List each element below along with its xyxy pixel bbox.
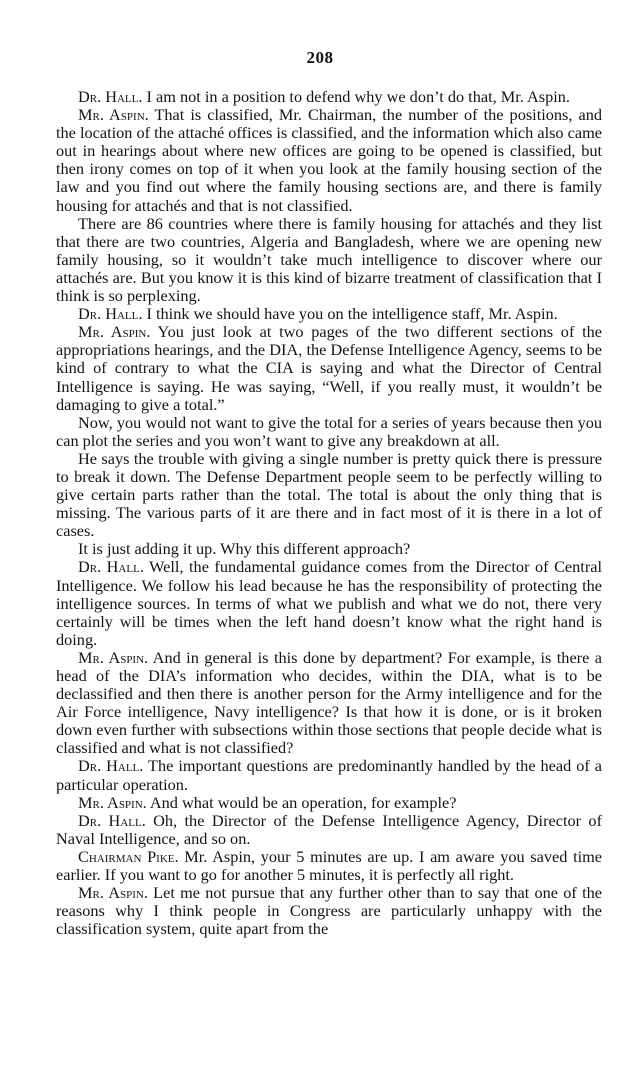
speaker-name: Dr. Hall. [78,557,144,577]
paragraph [56,812,602,848]
speaker-name: Chairman Pike. [78,846,179,866]
paragraph-text: Now, you would not want to give the total for a series of years because then you can plot the series and you won’t want to give any breakdown at all. [56,412,602,450]
paragraph-text: Well, the fundamental guidance comes from the Director of Central Intelligence. We follow his lead because he has the responsibility of protecting the intelligence sources. In terms of what we publish and what we do not, there very certainly will be times when the left hand doesn’t know what the right hand is doing. [56,557,602,649]
paragraph-text: I think we should have you on the intelligence staff, Mr. Aspin. [142,304,558,324]
speaker-name: Mr. Aspin. [78,322,151,342]
speaker-name: Dr. Hall. [78,304,143,324]
transcript-body [56,88,602,938]
speaker-name: Mr. Aspin. [78,105,149,125]
paragraph-text: Oh, the Director of the Defense Intelligence Agency, Director of Naval Intelligence, and so on. [56,810,602,848]
paragraph-text: Let me not pursue that any further other than to say that one of the reasons why I think people in Congress are particularly unhappy with the classification system, quite apart from the [56,883,602,939]
paragraph [56,757,602,793]
paragraph-text: Mr. Aspin, your 5 minutes are up. I am aware you saved time earlier. If you want to go for another 5 minutes, it is perfectly all right. [56,846,603,885]
page-number: 208 [306,48,334,67]
paragraph [56,848,602,884]
paragraph [56,558,602,648]
paragraph [56,414,602,450]
paragraph-text: That is classified, Mr. Chairman, the number of the positions, and the location of the attaché offices is classified, and the information which also came out in hearings about where new offices are going to be opened is classified, but then irony comes on top of it when you look at the family housing section of the law and you find out where the family housing sections are, and there is family housing for attachés and that is not classified. [56,105,602,215]
paragraph-text: I am not in a position to defend why we don’t do that, Mr. Aspin. [142,87,570,106]
paragraph [56,450,602,540]
paragraph-text: And in general is this done by department? For example, is there a head of the DIA’s information who decides, within the DIA, what is to be declassified and then there is another person for the Army intelligence and for the Air Force intelligence, Navy intelligence? Is that how it is done, or is it broken down even further with subsections within those sections that people decide what is classified and what is not classified? [56,647,603,758]
paragraph-text: There are 86 countries where there is family housing for attachés and they list that there are two countries, Algeria and Bangladesh, where we are opening new family housing, so it wouldn’t take much intelligence to discover where our attachés are. But you know it is this kind of bizarre treatment of classification that I think is so perplexing. [56,213,602,306]
paragraph [56,649,602,758]
paragraph [56,794,602,812]
speaker-name: Mr. Aspin. [78,883,148,903]
speaker-name: Mr. Aspin. [78,647,149,667]
speaker-name: Mr. Aspin. [78,792,147,812]
paragraph-text: The important questions are predominantly handled by the head of a particular operation. [56,756,602,794]
paragraph [56,323,602,413]
paragraph [56,88,602,106]
paragraph-text: You just look at two pages of the two different sections of the appropriations hearings, and the DIA, the Defense Intelligence Agency, seems to be kind of contrary to what the CIA is saying and what the Director of Central Intelligence is saying. He was saying, “Well, if you really must, it wouldn’t be damaging to give a total.” [56,322,602,414]
paragraph [56,305,602,323]
paragraph-text: And what would be an operation, for example? [146,792,457,812]
paragraph-text: It is just adding it up. Why this different approach? [78,539,411,559]
speaker-name: Dr. Hall. [78,87,143,106]
speaker-name: Dr. Hall. [78,756,144,776]
paragraph [56,884,602,938]
paragraph [56,540,602,558]
paragraph [56,106,602,215]
paragraph [56,215,602,305]
speaker-name: Dr. Hall. [78,810,146,830]
paragraph-text: He says the trouble with giving a single number is pretty quick there is pressure to break it down. The Defense Department people seem to be perfectly willing to give certain parts rather than the total. The total is about the only thing that is missing. The various parts of it are there and in fact most of it is there in a lot of cases. [56,448,602,541]
